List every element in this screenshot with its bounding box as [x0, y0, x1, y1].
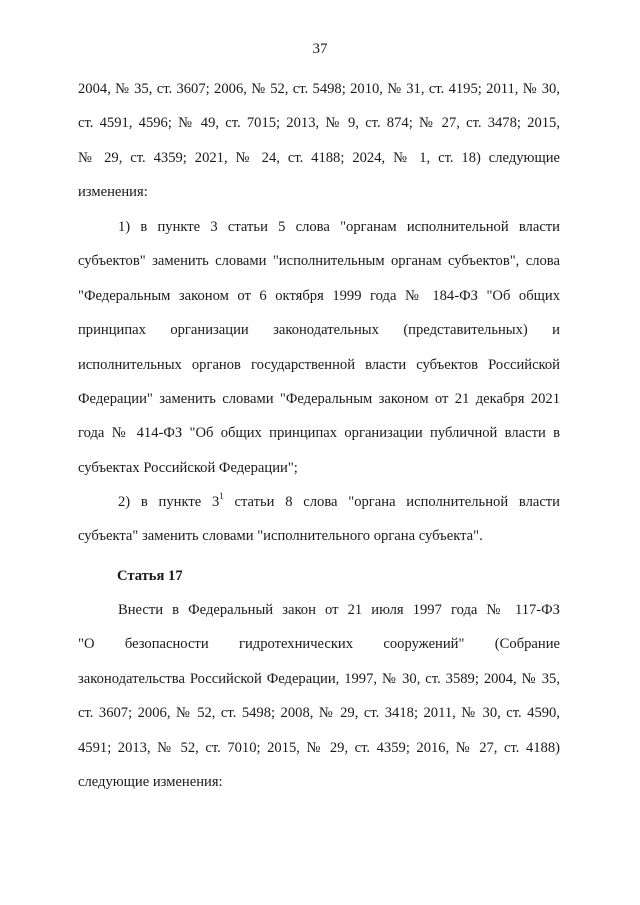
article-body — [78, 593, 560, 799]
text-line — [78, 485, 560, 519]
item2-text-before: 2) в пункте 3 — [118, 494, 220, 510]
item2-text-after: статьи 8 слова "органа исполнительной власти — [223, 494, 560, 510]
text-line: субъектов" заменить словами "исполнительным органам субъектов", слова — [78, 253, 560, 270]
list-item-1 — [78, 210, 560, 485]
text-line: изменения: — [78, 184, 148, 201]
text-line: 2004, № 35, ст. 3607; 2006, № 52, ст. 5498; 2010, № 31, ст. 4195; 2011, № 30, — [78, 81, 560, 97]
continuation-paragraph — [78, 72, 560, 210]
list-item-2 — [78, 485, 560, 554]
text-line: субъектах Российской Федерации"; — [78, 459, 298, 476]
text-line: принципах организации законодательных (представительных) и — [78, 322, 560, 339]
text-line: субъекта" заменить словами "исполнительного органа субъекта". — [78, 528, 483, 545]
article-heading: Статья 17 — [117, 568, 183, 584]
text-line: № 29, ст. 4359; 2021, № 24, ст. 4188; 2024, № 1, ст. 18) следующие — [78, 149, 560, 166]
text-line: ст. 3607; 2006, № 52, ст. 5498; 2008, № 29, ст. 3418; 2011, № 30, ст. 4590, — [78, 705, 560, 722]
text-line: "О безопасности гидротехнических сооружений" (Собрание — [78, 636, 560, 653]
text-line: ст. 4591, 4596; № 49, ст. 7015; 2013, № 9, ст. 874; № 27, ст. 3478; 2015, — [78, 115, 560, 132]
text-line: года № 414-ФЗ "Об общих принципах организации публичной власти в — [78, 425, 560, 442]
text-line: 1) в пункте 3 статьи 5 слова "органам исполнительной власти — [118, 219, 560, 235]
text-line: Федерации" заменить словами "Федеральным законом от 21 декабря 2021 — [78, 391, 560, 408]
superscript: 1 — [219, 491, 224, 501]
text-line: следующие изменения: — [78, 774, 223, 791]
text-line: Внести в Федеральный закон от 21 июля 1997 года № 117-ФЗ — [118, 602, 560, 618]
text-line: "Федеральным законом от 6 октября 1999 года № 184-ФЗ "Об общих — [78, 287, 560, 304]
text-line: законодательства Российской Федерации, 1997, № 30, ст. 3589; 2004, № 35, — [78, 670, 560, 687]
page-number: 37 — [312, 41, 328, 57]
text-line: исполнительных органов государственной власти субъектов Российской — [78, 356, 560, 373]
text-line: 4591; 2013, № 52, ст. 7010; 2015, № 29, ст. 4359; 2016, № 27, ст. 4188) — [78, 739, 560, 756]
